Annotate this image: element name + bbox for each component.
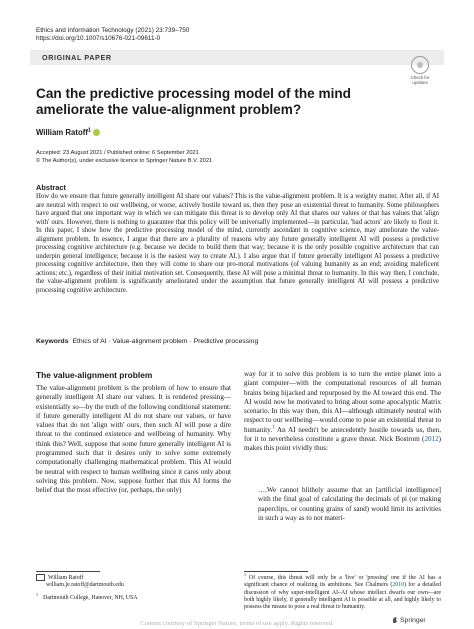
body-paragraph-part: way for it to solve this problem is to turn the entire planet into a giant computer—with the computational resources of all human brains being hijacked and repurposed by the AI toward this end. The AI would now be motivated to bring about some apocalyptic Matrix scenario. In this way then, this AI—although ultimately neutral with respect to our wellbeing—would come to pose an existential threat to humanity. xyxy=(244,370,441,434)
orcid-icon[interactable] xyxy=(93,129,100,136)
block-quote: ….We cannot blithely assume that an [artificial intelligence] with the final goal of calculating the decimals of pi (or making paperclips, or counting grains of sand) would limit its activities in such a way as to not materi- xyxy=(258,486,441,522)
left-column-body: The value-alignment problem is the problem of how to ensure that generally intelligent AI share our values. It is rendered pressing—existentially so—by the truth of the following conditional statement: if future generally intelligent AI do not share our values, or have values that do not 'align with' ours, then such AI will pose a dire threat to the continued existence and wellbeing of humanity. Why think this? Well, suppose that some future generally intelligent AI is programmed such that it desires only to solve some extremely computationally challenging mathematical problem. This AI would be neutral with respect to human wellbeing since it cares only about solving this problem. Now, suppose further that this AI forms the belief that the most effective (or, perhaps, the only) xyxy=(36,384,231,495)
author-name[interactable]: William Ratoff xyxy=(36,128,88,137)
copyright-line: © The Author(s), under exclusive licence to Springer Nature B.V. 2021 xyxy=(36,157,213,164)
body-paragraph-part: An AI needn't be antecedently hostile towards us, then, for it to nevertheless constitute a grave threat. Nick Bostrom ( xyxy=(244,425,441,444)
abstract-heading: Abstract xyxy=(36,183,66,192)
courtesy-watermark: Content courtesy of Springer Nature, terms of use apply. Rights reserved. xyxy=(140,620,334,627)
paper-title: Can the predictive processing model of the mind ameliorate the value-alignment problem? xyxy=(36,86,351,117)
author-line xyxy=(36,128,100,137)
footnote-text: ) for a detailed discussion of why super-intelligent AI–AI whose intellect dwarfs our own—are both highly likely, if generally intelligent AI is possible at all, and highly likely to possess the means to pose a real threat to humanity. xyxy=(244,582,441,611)
contact-name: William Ratoff xyxy=(48,574,84,581)
publication-dates xyxy=(36,150,212,165)
affiliation-number: 1 xyxy=(36,592,39,598)
footnote-divider-right xyxy=(244,571,308,572)
contact-email[interactable]: william.je.ratoff@dartmouth.edu xyxy=(46,582,124,589)
footnote-ref[interactable]: 1 xyxy=(272,425,275,431)
footnote-citation-link[interactable]: 2010 xyxy=(392,582,405,589)
email-icon xyxy=(36,574,45,581)
dates-line: Accepted: 23 August 2021 / Published online: 6 September 2021 xyxy=(36,150,199,156)
keywords-label: Keywords xyxy=(36,338,69,345)
journal-header xyxy=(36,27,189,43)
right-column-body xyxy=(244,370,441,454)
affiliation-text: Dartmouth College, Hanover, NH, USA xyxy=(43,595,138,602)
citation-link[interactable]: 2012 xyxy=(424,435,439,444)
check-for-updates-label: Check for updates xyxy=(410,75,430,85)
publisher-name: Springer xyxy=(400,617,426,624)
article-type-badge: ORIGINAL PAPER xyxy=(42,53,112,62)
keywords xyxy=(36,338,258,345)
contact-block xyxy=(36,574,231,603)
check-for-updates-icon xyxy=(411,56,429,74)
footnote xyxy=(244,572,441,611)
body-paragraph-part: ) makes this point vividly thus: xyxy=(244,435,441,453)
footnote-divider-left xyxy=(36,571,100,572)
journal-name: Ethics and Information Technology (2021) 23:739–750 xyxy=(36,27,190,34)
doi-link[interactable]: https://doi.org/10.1007/s10676-021-09611-0 xyxy=(36,35,161,42)
section-heading: The value-alignment problem xyxy=(36,370,153,380)
author-affiliation-sup: 1 xyxy=(87,127,91,134)
abstract-text: How do we ensure that future generally intelligent AI share our values? This is the value-alignment problem. It is a weighty matter. After all, if AI are neutral with respect to our wellbeing, or worse, actively hostile toward us, then they pose an existential threat to humanity. Some philosophers have argued that one important way in which we can mitigate this threat is to develop only AI that shares our values or that has values that 'align with' ours. However, there is nothing to guarantee that this policy will be universally implemented—in particular, 'bad actors' are likely to flout it. In this paper, I show how the predictive processing model of the mind, currently ascendant in cognitive science, may ameliorate the value-alignment problem. In essence, I argue that there are a plurality of reasons why any future generally intelligent AI will possess a predictive processing cognitive architecture (e.g. because we decide to build them that way; because it is the only possible cognitive architecture that can underpin general intelligence; because it is the easiest way to create AI.). I also argue that if future generally intelligent AI possess a predictive processing cognitive architecture, then they will come to share our pro-moral motivations (of valuing humanity as an end; avoiding maleficent actions; etc.), regardless of their initial motivation set. Consequently, these AI will pose a minimal threat to humanity. In this way then, I conclude, the value-alignment problem is significantly ameliorated under the assumption that future generally intelligent AI will possess a predictive processing cognitive architecture. xyxy=(36,193,439,294)
keywords-list: Ethics of AI · Value-alignment problem · Predictive processing xyxy=(72,338,259,345)
check-for-updates[interactable] xyxy=(407,56,433,85)
footnote-text: Of course, this threat will only be a 'live' or 'pressing' one if the AI has a significant chance of realizing its ambitions. See Chalmers ( xyxy=(244,575,441,589)
footnote-number: 1 xyxy=(244,572,247,578)
